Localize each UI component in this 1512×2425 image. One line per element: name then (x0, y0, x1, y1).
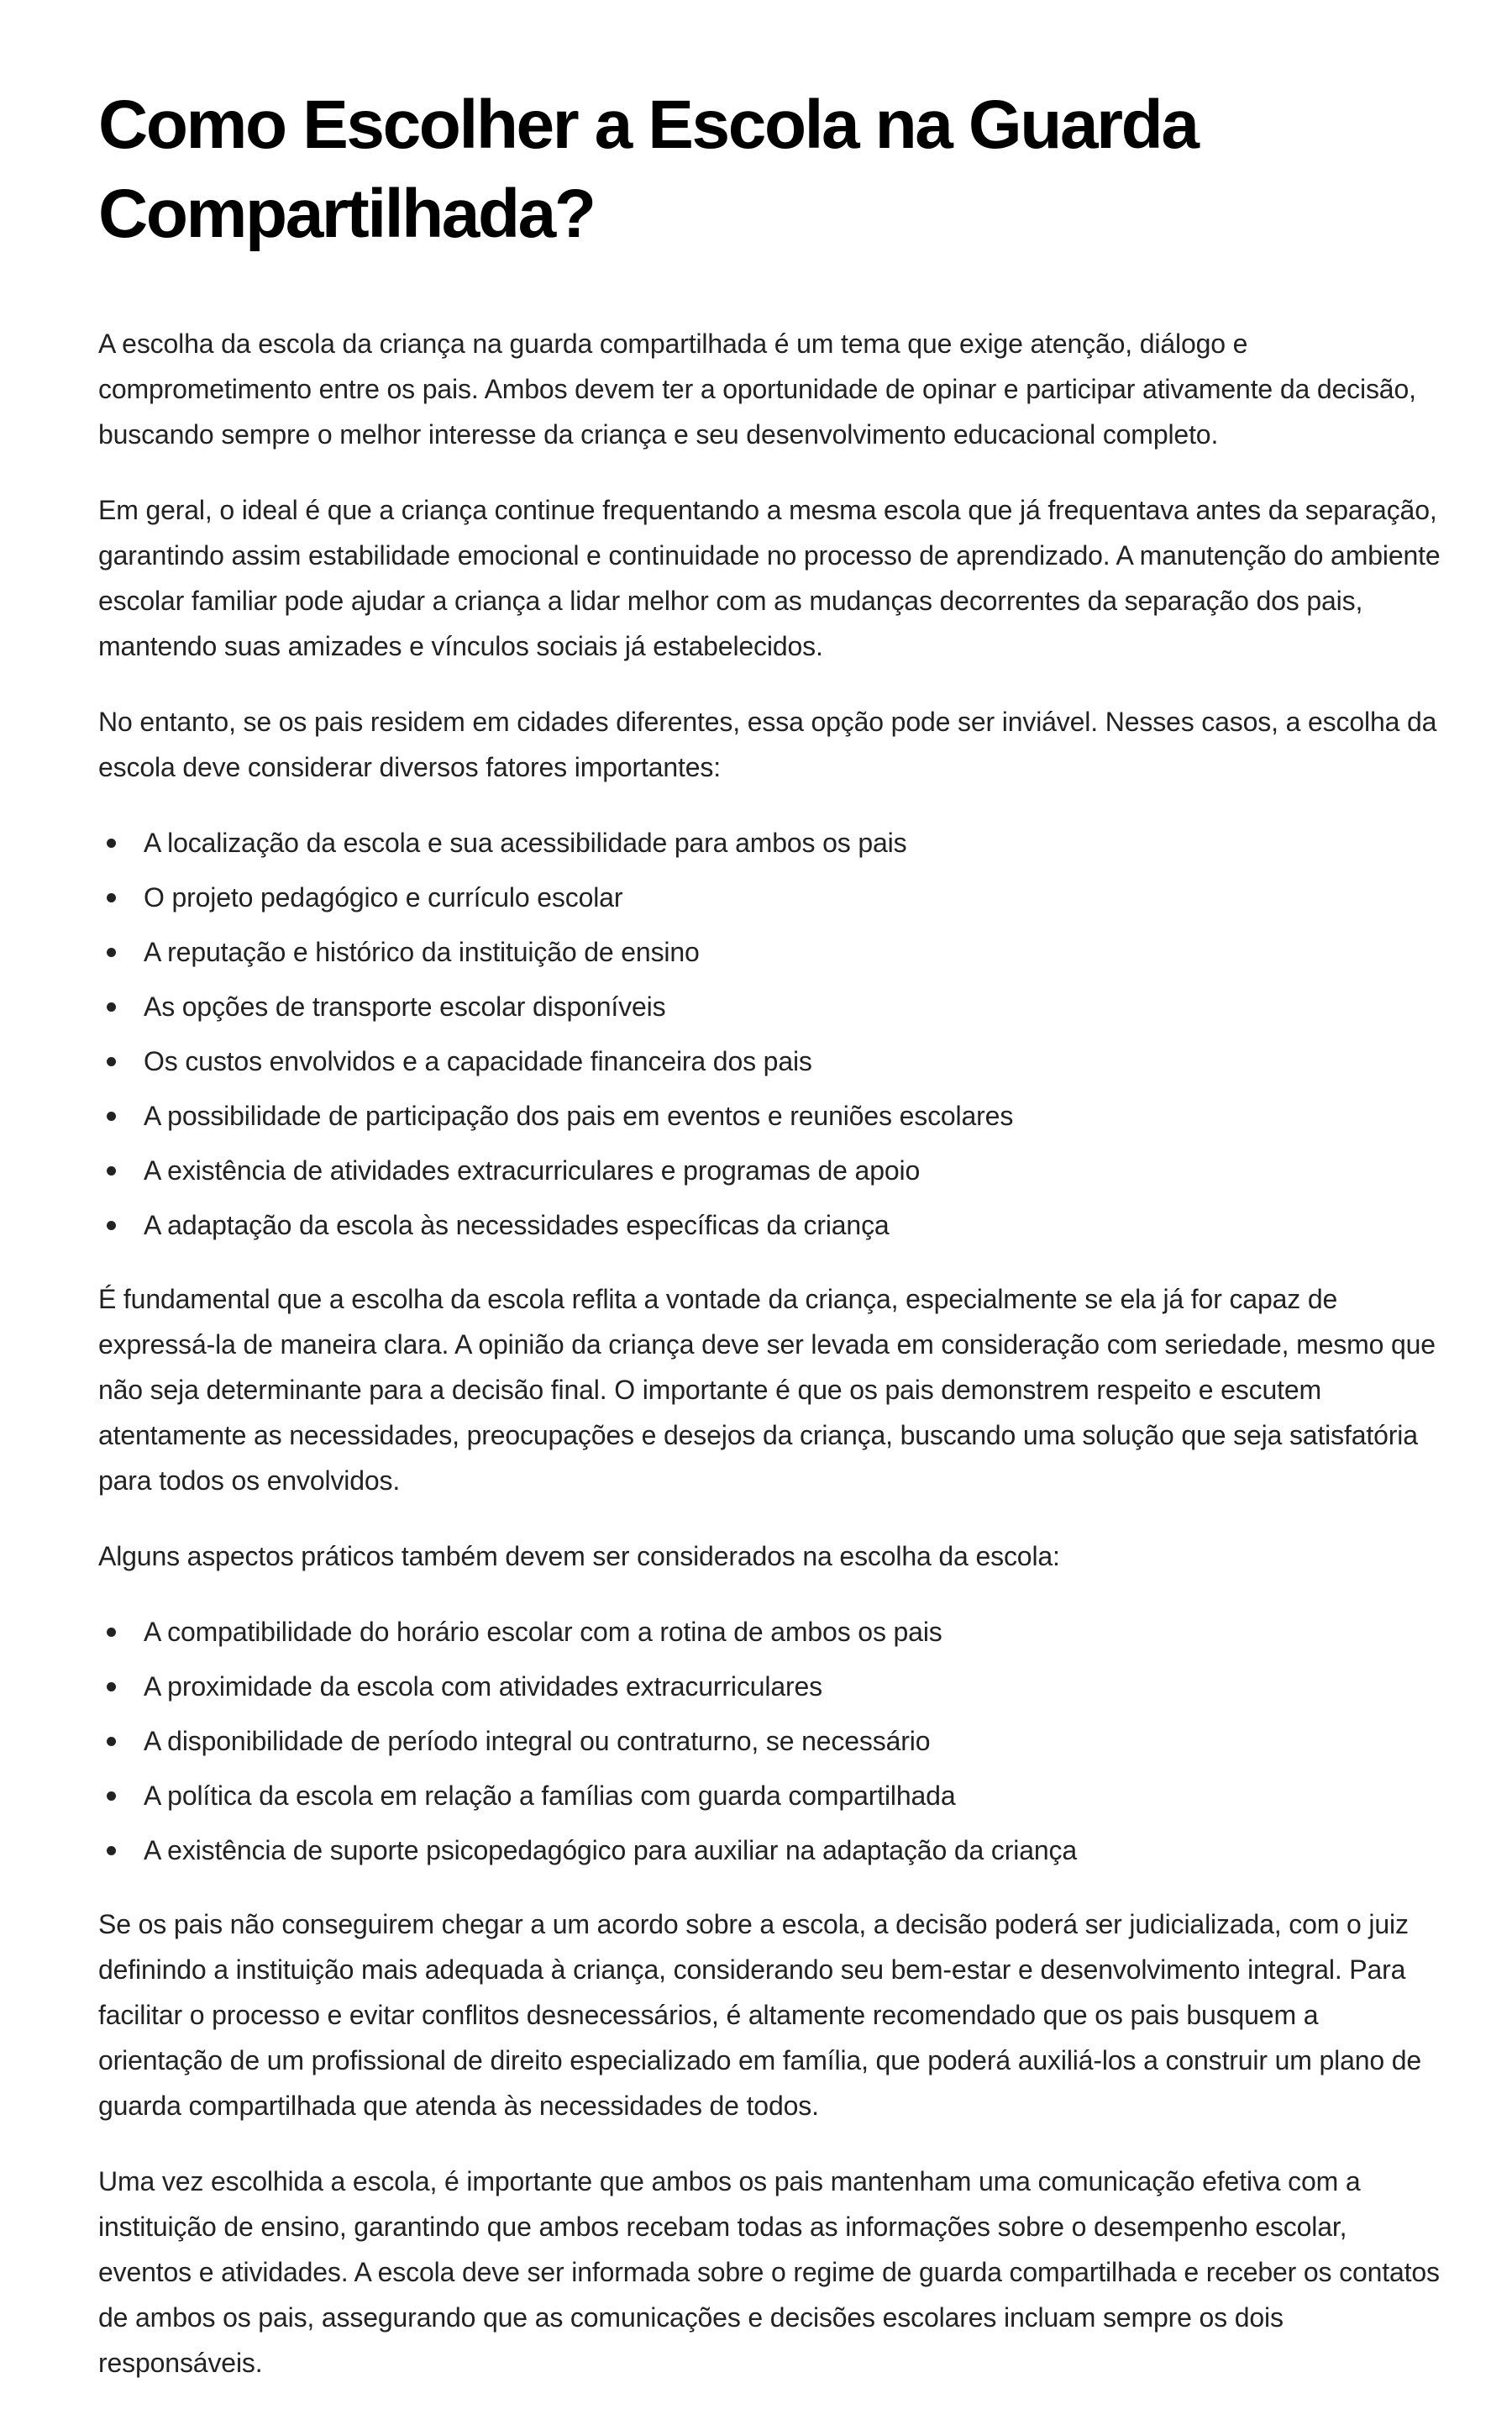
list-item-text: A disponibilidade de período integral ou contraturno, se necessário (144, 1726, 931, 1756)
page-title: Como Escolher a Escola na Guarda Compartilhada? (98, 87, 1198, 252)
list-item (98, 1609, 1442, 1654)
list-item (98, 1202, 1442, 1248)
bullet-icon (107, 839, 116, 848)
bullet-icon (107, 1682, 116, 1691)
bullet-icon (107, 1112, 116, 1121)
vontade-paragraph: É fundamental que a escolha da escola reflita a vontade da criança, especialmente se ela já for capaz de expressá-la de maneira clara. A opinião da criança deve ser levada em consideração com seriedade, mesmo que não seja determinante para a decisão final. O importante é que os pais demonstrem respeito e escutem atentamente as necessidades, preocupações e desejos da criança, buscando uma solução que seja satisfatória para todos os envolvidos. (98, 1284, 1436, 1496)
bullet-icon (107, 948, 116, 957)
acordo-paragraph: Se os pais não conseguirem chegar a um acordo sobre a escola, a decisão poderá ser judicializada, com o juiz definindo a instituição mais adequada à criança, considerando seu bem-estar e desenvolvimento integral. Para facilitar o processo e evitar conflitos desnecessários, é altamente recomendado que os pais busquem a orientação de um profissional de direito especializado em família, que poderá auxiliá-los a construir um plano de guarda compartilhada que atenda às necessidades de todos. (98, 1909, 1422, 2121)
bullet-icon (107, 1737, 116, 1746)
bullet-icon (107, 1002, 116, 1012)
fatores-list (98, 820, 1442, 1248)
bullet-icon (107, 1166, 116, 1176)
bullet-icon (107, 1057, 116, 1066)
bullet-icon (107, 893, 116, 902)
list-item (98, 984, 1442, 1029)
bullet-icon (107, 1846, 116, 1855)
list-item-text: A existência de suporte psicopedagógico para auxiliar na adaptação da criança (144, 1835, 1077, 1865)
list-item (98, 1828, 1442, 1873)
list-item-text: A compatibilidade do horário escolar com a rotina de ambos os pais (144, 1617, 942, 1647)
list-item (98, 875, 1442, 920)
list-item-text: O projeto pedagógico e currículo escolar (144, 882, 623, 913)
list-item (98, 1773, 1442, 1818)
bullet-icon (107, 1628, 116, 1637)
list-item-text: A reputação e histórico da instituição de ensino (144, 937, 700, 967)
article (98, 81, 1442, 2416)
list-item-text: A possibilidade de participação dos pais em eventos e reuniões escolares (144, 1101, 1014, 1131)
list-item (98, 1093, 1442, 1139)
list-item-text: A localização da escola e sua acessibilidade para ambos os pais (144, 828, 907, 858)
bullet-icon (107, 1791, 116, 1801)
list-item (98, 1718, 1442, 1764)
list-item-text: Os custos envolvidos e a capacidade financeira dos pais (144, 1046, 812, 1076)
aspectos-paragraph: Alguns aspectos práticos também devem ser considerados na escolha da escola: (98, 1541, 1060, 1571)
cidades-paragraph: No entanto, se os pais residem em cidades diferentes, essa opção pode ser inviável. Nesses casos, a escolha da escola deve considerar diversos fatores importantes: (98, 707, 1437, 782)
comunicacao-paragraph: Uma vez escolhida a escola, é importante que ambos os pais mantenham uma comunicação efetiva com a instituição de ensino, garantindo que ambos recebam todas as informações sobre o desempenho escolar, eventos e atividades. A escola deve ser informada sobre o regime de guarda compartilhada e receber os contatos de ambos os pais, assegurando que as comunicações e decisões escolares incluam sempre os dois responsáveis. (98, 2166, 1440, 2378)
list-item-text: A proximidade da escola com atividades extracurriculares (144, 1671, 822, 1702)
bullet-icon (107, 1221, 116, 1230)
intro-paragraph: A escolha da escola da criança na guarda compartilhada é um tema que exige atenção, diálogo e comprometimento entre os pais. Ambos devem ter a oportunidade de opinar e participar ativamente da decisão, buscando sempre o melhor interesse da criança e seu desenvolvimento educacional completo. (98, 329, 1416, 450)
list-item (98, 820, 1442, 865)
list-item-text: A adaptação da escola às necessidades específicas da criança (144, 1210, 890, 1240)
list-item (98, 929, 1442, 975)
list-item (98, 1148, 1442, 1193)
aspectos-list (98, 1609, 1442, 1873)
list-item-text: A existência de atividades extracurriculares e programas de apoio (144, 1155, 921, 1186)
ideal-paragraph: Em geral, o ideal é que a criança continue frequentando a mesma escola que já frequentava antes da separação, garantindo assim estabilidade emocional e continuidade no processo de aprendizado. A manutenção do ambiente escolar familiar pode ajudar a criança a lidar melhor com as mudanças decorrentes da separação dos pais, mantendo suas amizades e vínculos sociais já estabelecidos. (98, 495, 1441, 661)
list-item-text: As opções de transporte escolar disponíveis (144, 992, 666, 1022)
list-item (98, 1039, 1442, 1084)
list-item-text: A política da escola em relação a famílias com guarda compartilhada (144, 1781, 956, 1811)
list-item (98, 1664, 1442, 1709)
